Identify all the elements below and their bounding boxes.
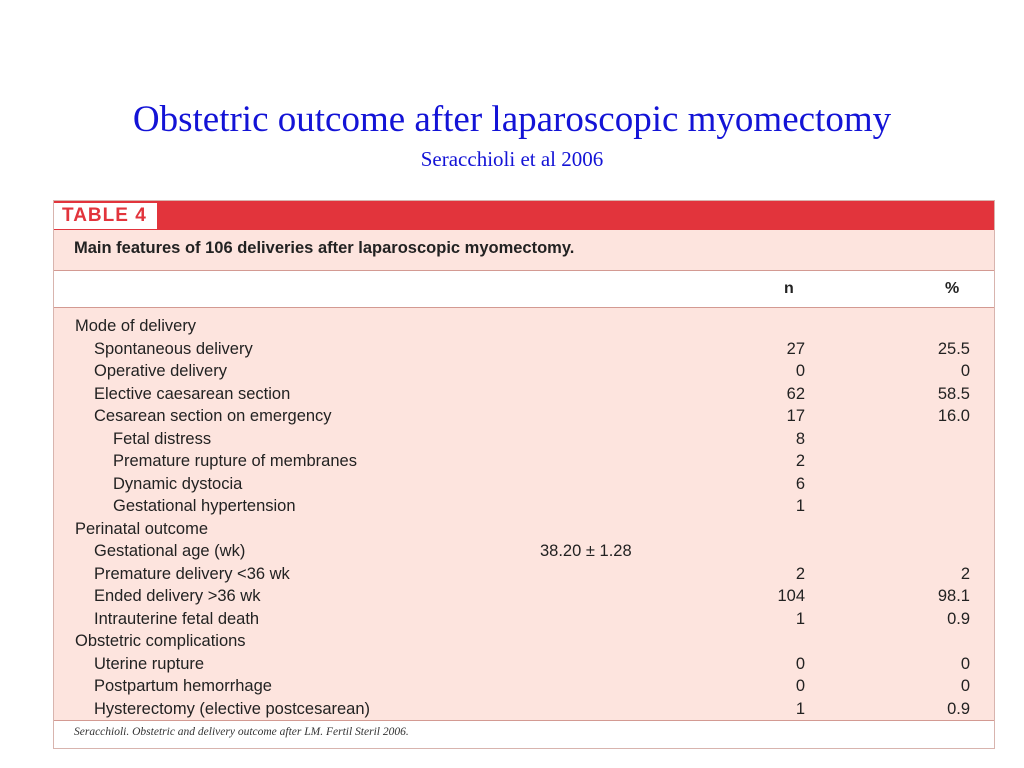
table-figure bbox=[53, 200, 995, 749]
row-percent-value: 2 bbox=[960, 564, 970, 583]
row-label: Uterine rupture bbox=[94, 654, 205, 673]
row-n-value: 17 bbox=[786, 407, 805, 425]
slide-title: Obstetric outcome after laparoscopic myomectomy bbox=[132, 99, 892, 140]
row-n-value: 6 bbox=[795, 474, 805, 493]
table-row bbox=[54, 495, 994, 518]
table-row bbox=[54, 405, 994, 428]
row-n-value: 0 bbox=[795, 677, 805, 695]
row-label: Ended delivery >36 wk bbox=[94, 587, 261, 605]
row-percent-value: 0.9 bbox=[947, 699, 970, 718]
table-row bbox=[54, 608, 994, 631]
table-caption: Main features of 106 deliveries after laparoscopic myomectomy. bbox=[74, 239, 575, 257]
row-label: Hysterectomy (elective postcesarean) bbox=[94, 699, 371, 718]
table-row bbox=[54, 338, 994, 361]
table-row bbox=[54, 428, 994, 451]
row-n-value: 2 bbox=[795, 452, 805, 470]
table-row bbox=[54, 563, 994, 586]
row-label: Gestational hypertension bbox=[113, 497, 296, 515]
row-label: Perinatal outcome bbox=[75, 519, 208, 538]
table-row bbox=[54, 473, 994, 496]
row-n-value: 0 bbox=[795, 362, 805, 380]
row-mean-value: 38.20 ± 1.28 bbox=[540, 542, 632, 560]
row-label: Obstetric complications bbox=[75, 632, 246, 650]
row-label: Spontaneous delivery bbox=[94, 339, 253, 358]
table-row bbox=[54, 315, 994, 338]
row-percent-value: 0 bbox=[960, 362, 970, 380]
divider bbox=[54, 307, 994, 308]
row-label: Intrauterine fetal death bbox=[94, 609, 260, 628]
table-footer bbox=[54, 720, 994, 748]
table-source-note: Seracchioli. Obstetric and delivery outcome after LM. Fertil Steril 2006. bbox=[74, 726, 409, 738]
row-n-value: 27 bbox=[786, 339, 805, 358]
row-n-value: 104 bbox=[777, 587, 805, 605]
row-n-value: 1 bbox=[795, 609, 805, 628]
table-label: TABLE 4 bbox=[54, 203, 157, 229]
row-percent-value: 58.5 bbox=[937, 384, 970, 403]
row-percent-value: 25.5 bbox=[937, 339, 970, 358]
table-row bbox=[54, 630, 994, 653]
table-row bbox=[54, 360, 994, 383]
row-label: Premature delivery <36 wk bbox=[94, 564, 290, 583]
row-n-value: 1 bbox=[795, 699, 805, 718]
row-percent-value: 0 bbox=[960, 654, 970, 673]
row-label: Gestational age (wk) bbox=[94, 542, 246, 560]
table-row bbox=[54, 383, 994, 406]
row-percent-value: 98.1 bbox=[937, 587, 970, 605]
row-percent-value: 0 bbox=[960, 677, 970, 695]
row-label: Premature rupture of membranes bbox=[113, 452, 357, 470]
row-n-value: 2 bbox=[795, 564, 805, 583]
slide-subtitle: Seracchioli et al 2006 bbox=[420, 147, 604, 171]
table-row bbox=[54, 450, 994, 473]
row-label: Dynamic dystocia bbox=[113, 474, 243, 493]
divider bbox=[54, 720, 994, 721]
table-body bbox=[54, 315, 994, 720]
table-row bbox=[54, 585, 994, 608]
row-n-value: 8 bbox=[795, 429, 805, 448]
row-n-value: 62 bbox=[786, 384, 805, 403]
row-percent-value: 16.0 bbox=[937, 407, 970, 425]
table-row bbox=[54, 698, 994, 721]
row-label: Operative delivery bbox=[94, 362, 227, 380]
table-row bbox=[54, 653, 994, 676]
table-header-band bbox=[54, 201, 994, 230]
row-label: Mode of delivery bbox=[75, 317, 197, 335]
table-row bbox=[54, 518, 994, 541]
row-label: Fetal distress bbox=[113, 429, 212, 448]
row-n-value: 1 bbox=[795, 497, 805, 515]
table-row bbox=[54, 675, 994, 698]
row-percent-value: 0.9 bbox=[947, 609, 970, 628]
table-row bbox=[54, 540, 994, 563]
row-n-value: 0 bbox=[795, 654, 805, 673]
column-header-row bbox=[54, 271, 994, 307]
row-label: Cesarean section on emergency bbox=[94, 407, 332, 425]
column-header-percent: % bbox=[945, 280, 960, 297]
row-label: Elective caesarean section bbox=[94, 384, 291, 403]
column-header-n: n bbox=[784, 280, 794, 297]
row-label: Postpartum hemorrhage bbox=[94, 677, 272, 695]
